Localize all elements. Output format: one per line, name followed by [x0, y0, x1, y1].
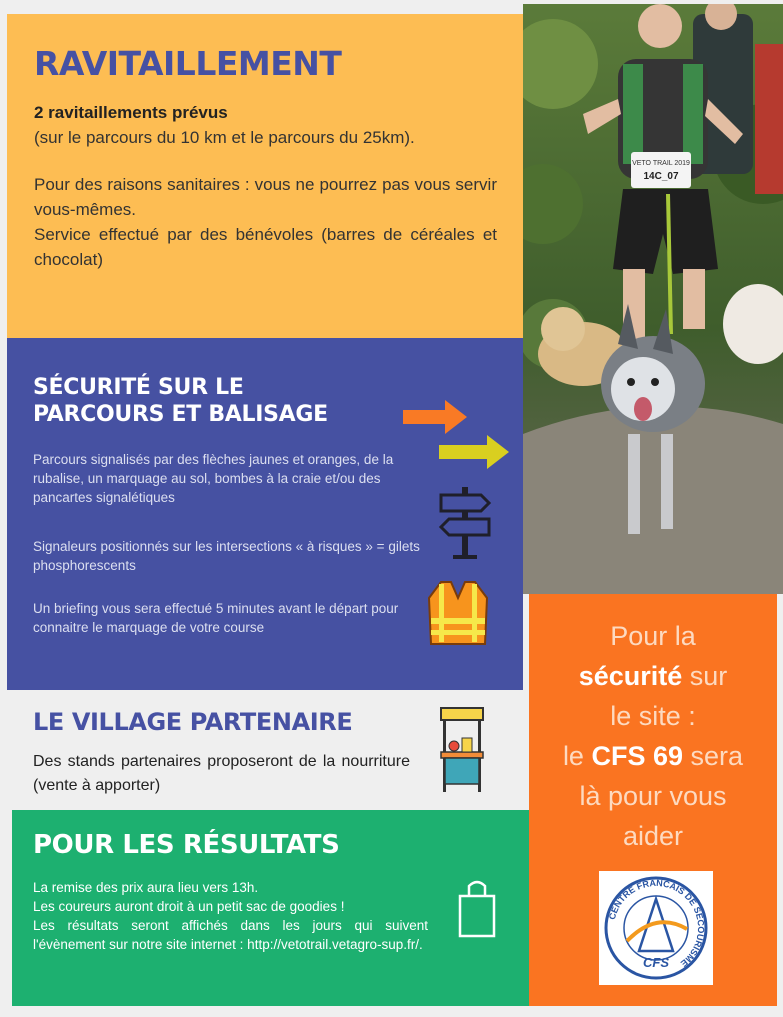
cfs-msg-line5: là pour vous: [579, 781, 727, 811]
cfs-logo-abbrev: CFS: [643, 955, 669, 970]
resultats-section: [12, 810, 529, 1006]
cfs-section: [529, 594, 777, 1006]
village-section: [7, 690, 523, 808]
securite-title: [33, 374, 328, 428]
arrow-right-yellow-icon: [437, 433, 513, 471]
resultats-title: POUR LES RÉSULTATS: [33, 830, 340, 860]
cfs-msg-line6: aider: [622, 821, 684, 851]
safety-vest-icon: [425, 578, 491, 648]
ravitaillement-routes: (sur le parcours du 10 km et le parcours du 25km).: [34, 128, 415, 147]
securite-title-line1: SÉCURITÉ SUR LE: [33, 375, 244, 400]
securite-signage-text: Parcours signalisés par des flèches jaunes et oranges, de la rubalise, un marquage au sol, bombes à la craie et/ou des pancartes signalétiques: [33, 452, 394, 505]
resultats-line2: Les coureurs auront droit à un petit sac de goodies !: [33, 899, 345, 914]
ravitaillement-title: RAVITAILLEMENT: [34, 44, 342, 83]
arrow-right-orange-icon: [401, 398, 471, 436]
resultats-line3: Les résultats seront affichés dans les jours qui suivent l'évènement sur notre site internet : http://vetotrail.vetagro-sup.fr/.: [33, 918, 428, 952]
cfs-msg-line4b: sera: [683, 741, 744, 771]
market-stall-icon: [437, 704, 487, 796]
cfs-msg-bold1: sécurité: [578, 661, 683, 691]
ravitaillement-section: [7, 14, 523, 338]
resultats-text: [33, 878, 428, 954]
ravitaillement-service: Service effectué par des bénévoles (barres de céréales et chocolat): [34, 225, 497, 269]
village-title: LE VILLAGE PARTENAIRE: [33, 708, 353, 736]
cfs-msg-line1: Pour la: [610, 621, 696, 651]
signpost-icon: [437, 483, 493, 561]
cfs-msg-line3: le site :: [610, 701, 696, 731]
shopping-bag-icon: [457, 876, 497, 940]
cfs-message: [529, 616, 777, 856]
resultats-line1: La remise des prix aura lieu vers 13h.: [33, 880, 259, 895]
village-text: Des stands partenaires proposeront de la nourriture (vente à apporter): [33, 753, 410, 794]
securite-marshals-text: Signaleurs positionnés sur les intersections « à risques » = gilets phosphorescents: [33, 539, 420, 573]
bib-number: 14C_07: [643, 171, 679, 182]
cfs-msg-line4a: le: [562, 741, 592, 771]
cfs-msg-bold2: CFS 69: [591, 741, 684, 771]
cfs-logo: [599, 871, 713, 985]
cfs-logo-ring-text: CENTRE FRANCAIS DE SECOURISME: [606, 877, 707, 969]
bib-line1: VETO TRAIL 2019: [632, 160, 690, 167]
securite-section: [7, 338, 523, 690]
trail-runner-photo: [523, 4, 783, 594]
securite-briefing-text: Un briefing vous sera effectué 5 minutes avant le départ pour connaitre le marquage de votre course: [33, 601, 399, 635]
securite-title-line2: PARCOURS ET BALISAGE: [33, 402, 328, 427]
ravitaillement-count: 2 ravitaillements prévus: [34, 103, 228, 122]
cfs-msg-line2: sur: [682, 661, 728, 691]
ravitaillement-sanitary: Pour des raisons sanitaires : vous ne pourrez pas vous servir vous-mêmes.: [34, 175, 497, 219]
